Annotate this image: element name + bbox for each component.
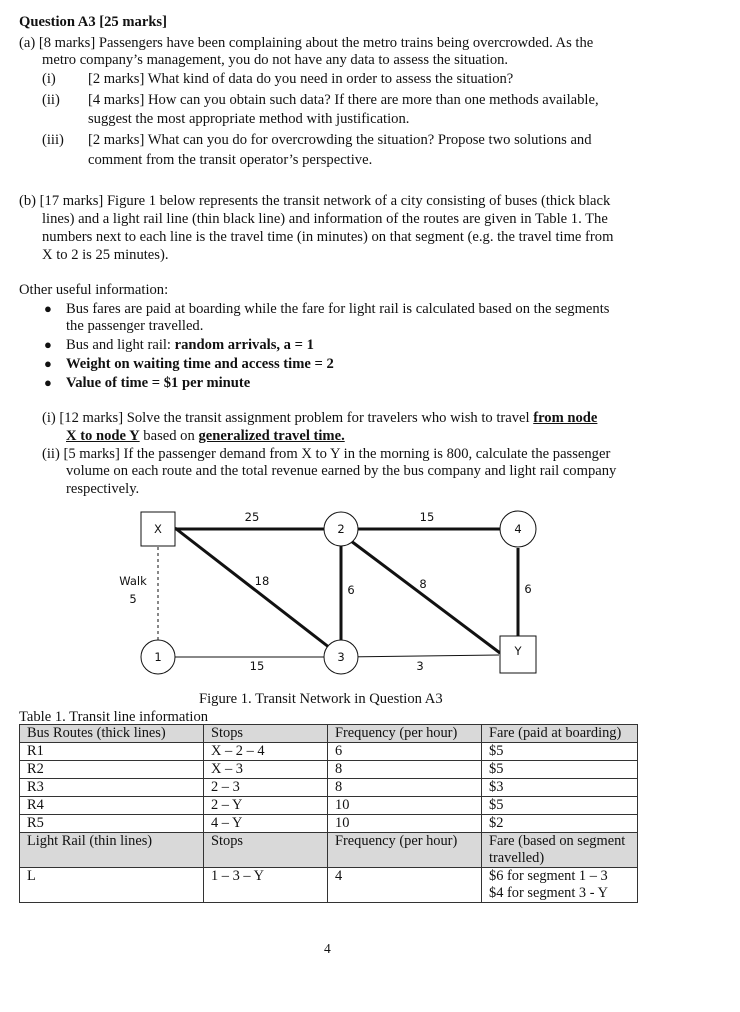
rail-edge-3-y [341, 655, 499, 657]
table-cell: X – 2 – 4 [204, 743, 328, 761]
walk-time-label: 5 [129, 592, 137, 606]
table-row [20, 815, 638, 833]
part-b-text-line: lines) and a light rail line (thin black line) and information of the routes are given in Table 1. The [42, 211, 608, 227]
table-cell: $3 [482, 779, 638, 797]
part-a-item-text: comment from the transit operator’s perspective. [88, 152, 373, 168]
table-cell: X – 3 [204, 761, 328, 779]
sub-b-ii-line: (ii) [5 marks] If the passenger demand from X to Y in the morning is 800, calculate the passenger [42, 446, 611, 462]
fare-line: $6 for segment 1 – 3 [489, 868, 608, 884]
part-a-item-num: (i) [42, 71, 56, 87]
part-a-item-num: (ii) [42, 92, 60, 108]
edge-label-x-2: 25 [244, 510, 260, 524]
edge-label-x-3: 18 [254, 574, 270, 588]
bullet-icon: ● [44, 375, 52, 390]
bullet-text: Weight on waiting time and access time = 2 [66, 356, 334, 372]
node-y-label: Y [514, 644, 522, 658]
table-header-row [20, 725, 638, 743]
table-header-cell: Stops [204, 833, 328, 868]
table-cell: 4 [328, 868, 482, 903]
transit-line-table [19, 724, 638, 903]
table-cell: L [20, 868, 204, 903]
table-header-cell: Fare (based on segment travelled) [482, 833, 638, 868]
part-a-intro-line-2: metro company’s management, you do not have any data to assess the situation. [42, 52, 509, 68]
node-x-label: X [154, 522, 162, 536]
table-cell: R4 [20, 797, 204, 815]
figure-caption: Figure 1. Transit Network in Question A3 [199, 691, 443, 707]
table-header-cell: Light Rail (thin lines) [20, 833, 204, 868]
table-header-cell: Frequency (per hour) [328, 833, 482, 868]
bus-edge-x-3 [175, 528, 330, 648]
node-3-label: 3 [337, 650, 345, 664]
table-cell: R3 [20, 779, 204, 797]
bus-edge-2-y [351, 541, 500, 653]
bullet-text-bold: random arrivals, a = 1 [174, 337, 314, 353]
node-2-label: 2 [337, 522, 345, 536]
table-cell: $5 [482, 761, 638, 779]
part-a-intro-line-1: (a) [8 marks] Passengers have been complaining about the metro trains being overcrowded. As the [19, 35, 594, 51]
table-cell: 2 – Y [204, 797, 328, 815]
edge-label-2-y: 8 [419, 577, 427, 591]
table-row [20, 779, 638, 797]
part-a-item-text: [4 marks] How can you obtain such data? If there are more than one methods available, [88, 92, 599, 108]
edge-label-2-4: 15 [419, 510, 435, 524]
table-cell: $5 [482, 797, 638, 815]
table-cell: R2 [20, 761, 204, 779]
edge-label-3-y: 3 [416, 659, 424, 673]
bullet-text: Value of time = $1 per minute [66, 375, 251, 391]
sub-b-ii-line: volume on each route and the total revenue earned by the bus company and light rail company [66, 463, 617, 479]
table-header-cell: Fare (paid at boarding) [482, 725, 638, 743]
node-1-label: 1 [154, 650, 162, 664]
table-cell: $5 [482, 743, 638, 761]
part-b-text-line: numbers next to each line is the travel time (in minutes) on that segment (e.g. the travel time from [42, 229, 614, 245]
part-b-text-line: X to 2 is 25 minutes). [42, 247, 169, 263]
table-cell: 8 [328, 779, 482, 797]
other-info-heading: Other useful information: [19, 282, 169, 298]
table-row [20, 761, 638, 779]
table-cell: 6 [328, 743, 482, 761]
walk-label: Walk [119, 574, 147, 588]
table-cell: 1 – 3 – Y [204, 868, 328, 903]
table-caption: Table 1. Transit line information [19, 709, 209, 725]
table-cell: 2 – 3 [204, 779, 328, 797]
part-b-text-line: (b) [17 marks] Figure 1 below represents the transit network of a city consisting of buses (thick black [19, 193, 611, 209]
sub-b-i-text: based on [139, 428, 199, 444]
edge-label-2-3: 6 [347, 583, 355, 597]
table-header-cell: Stops [204, 725, 328, 743]
part-a-item-text: [2 marks] What can you do for overcrowding the situation? Propose two solutions and [88, 132, 592, 148]
bullet-icon: ● [44, 356, 52, 371]
edge-label-1-3: 15 [249, 659, 265, 673]
table-row [20, 797, 638, 815]
table-header-cell: Bus Routes (thick lines) [20, 725, 204, 743]
sub-b-i-text: (i) [12 marks] Solve the transit assignment problem for travelers who wish to travel [42, 410, 534, 426]
table-cell: 10 [328, 815, 482, 833]
table-row [20, 868, 638, 903]
part-a-item-text: suggest the most appropriate method with justification. [88, 111, 410, 127]
page-number: 4 [324, 941, 331, 956]
table-cell: 4 – Y [204, 815, 328, 833]
table-row [20, 743, 638, 761]
bullet-icon: ● [44, 301, 52, 316]
bullet-text: Bus fares are paid at boarding while the fare for light rail is calculated based on the segments [66, 301, 610, 317]
table-cell: R5 [20, 815, 204, 833]
sub-b-ii-line: respectively. [66, 481, 140, 497]
node-4-label: 4 [514, 522, 522, 536]
table-cell: R1 [20, 743, 204, 761]
part-a-item-num: (iii) [42, 132, 64, 148]
bullet-icon: ● [44, 337, 52, 352]
table-cell: 10 [328, 797, 482, 815]
part-a-item-text: [2 marks] What kind of data do you need in order to assess the situation? [88, 71, 514, 87]
fare-line: $4 for segment 3 - Y [489, 885, 608, 901]
bullet-text-normal: Bus and light rail: [66, 337, 175, 353]
table-cell: 8 [328, 761, 482, 779]
table-cell: $2 [482, 815, 638, 833]
sub-b-i-emph: from node [533, 410, 598, 426]
bullet-text: the passenger travelled. [66, 318, 204, 334]
table-header-cell: Frequency (per hour) [328, 725, 482, 743]
edge-label-4-y: 6 [524, 582, 532, 596]
sub-b-i-emph: generalized travel time. [198, 428, 345, 444]
table-header-row [20, 833, 638, 868]
question-title: Question A3 [25 marks] [19, 14, 167, 30]
table-cell [482, 868, 638, 903]
sub-b-i-emph: X to node Y [66, 428, 140, 444]
